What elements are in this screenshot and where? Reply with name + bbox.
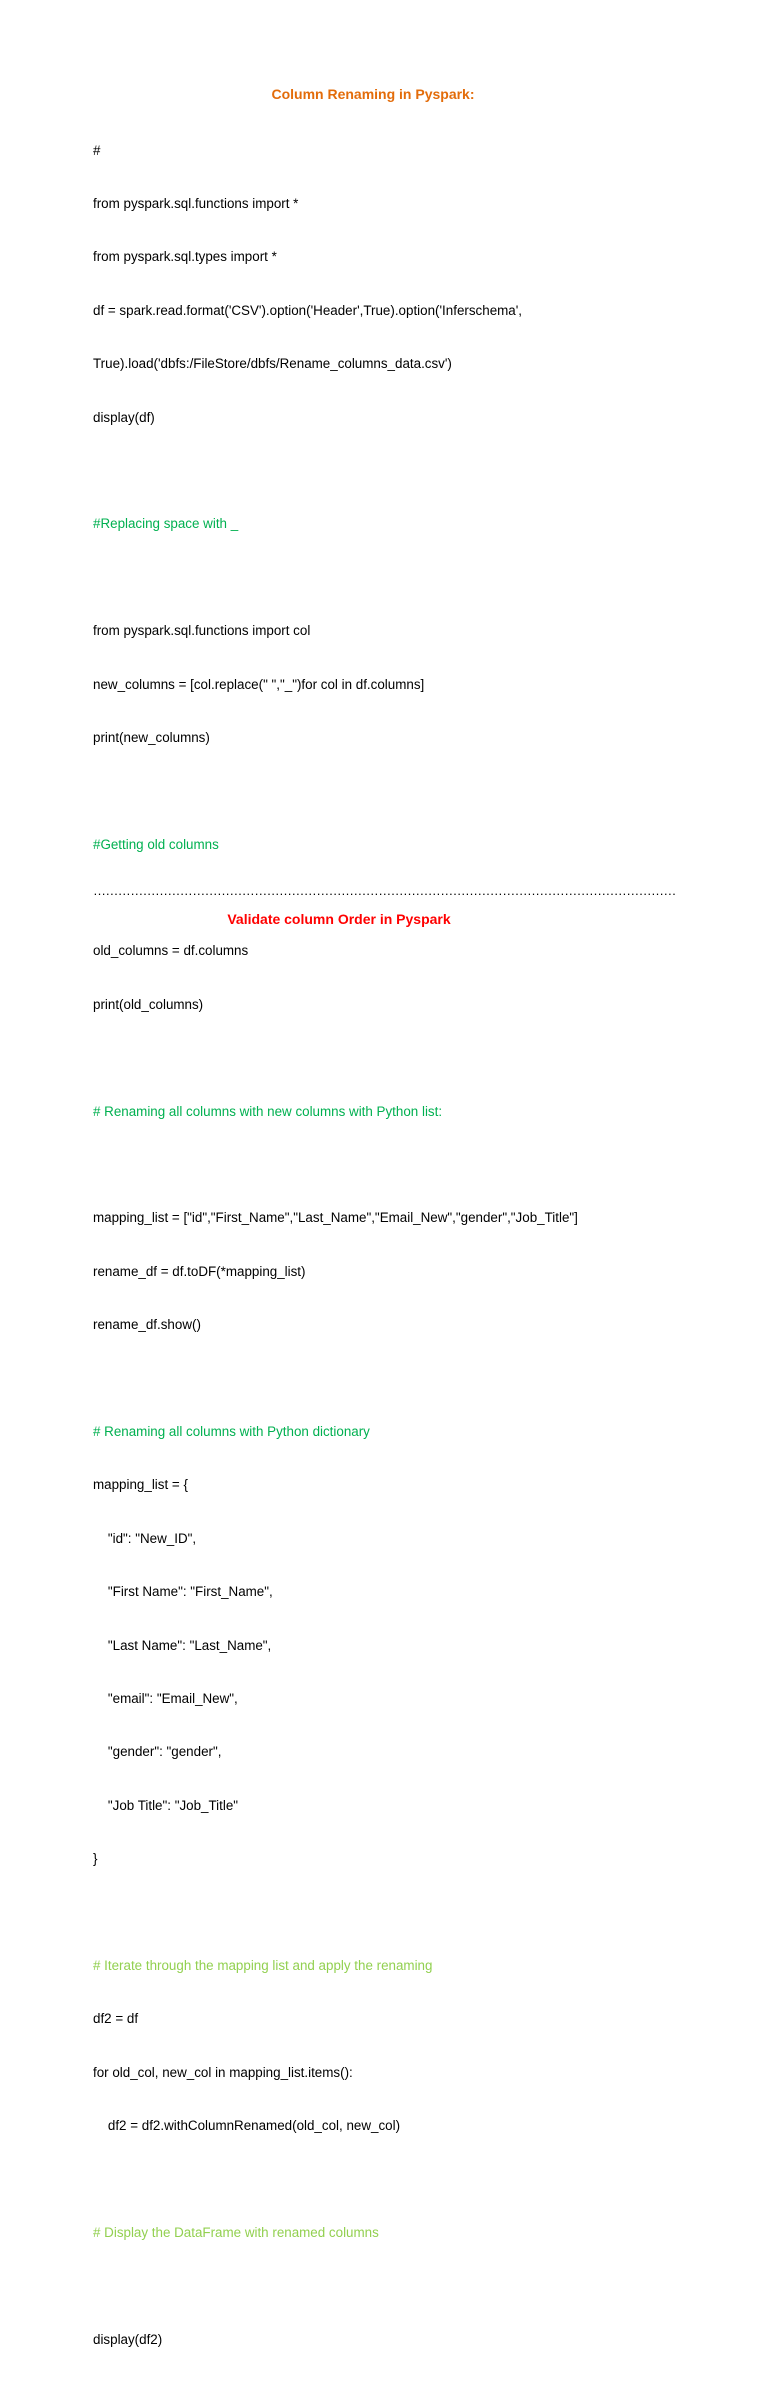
blank-line	[93, 782, 743, 800]
code-line: from pyspark.sql.functions import col	[93, 623, 311, 639]
blank-line	[93, 2170, 743, 2188]
code-line: new_columns = [col.replace(" ","_")for col in df.columns]	[93, 676, 425, 692]
code-line: "email": "Email_New",	[93, 1690, 238, 1706]
code-line: }	[93, 1851, 98, 1867]
code-comment: # Renaming all columns with Python dictionary	[93, 1423, 370, 1439]
blank-line	[93, 462, 743, 480]
code-line: rename_df.show()	[93, 1317, 201, 1333]
code-comment: # Iterate through the mapping list and apply the renaming	[93, 1957, 433, 1973]
code-line: "First Name": "First_Name",	[93, 1584, 273, 1600]
blank-line	[93, 1903, 743, 1921]
blank-line	[93, 2277, 743, 2295]
blank-line	[93, 1370, 743, 1388]
code-line: rename_df = df.toDF(*mapping_list)	[93, 1263, 306, 1279]
section-title: Column Renaming in Pyspark:	[271, 86, 475, 102]
code-line: "gender": "gender",	[93, 1744, 222, 1760]
code-line: "Job Title": "Job_Title"	[93, 1797, 239, 1813]
code-comment: # Display the DataFrame with renamed columns	[93, 2224, 379, 2240]
code-line: print(old_columns)	[93, 996, 204, 1012]
code-line: df2 = df	[93, 2011, 139, 2027]
code-line: for old_col, new_col in mapping_list.items():	[93, 2064, 353, 2080]
code-comment: #Replacing space with _	[93, 516, 239, 532]
code-line: print(new_columns)	[93, 729, 210, 745]
code-comment: #Getting old columns	[93, 836, 219, 852]
next-section-title: Validate column Order in Pyspark	[227, 911, 451, 927]
code-line: old_columns = df.columns	[93, 943, 249, 959]
code-line: "id": "New_ID",	[93, 1530, 197, 1546]
code-comment: # Renaming all columns with new columns with Python list:	[93, 1103, 443, 1119]
blank-line	[93, 1049, 743, 1067]
code-line: mapping_list = {	[93, 1477, 188, 1493]
code-line: display(df)	[93, 409, 155, 425]
dotted-separator: ……………………………………………………………………………………………………………………………	[93, 883, 676, 898]
code-line: True).load('dbfs:/FileStore/dbfs/Rename_columns_data.csv')	[93, 356, 452, 372]
code-line: display(df2)	[93, 2331, 163, 2347]
code-line: mapping_list = ["id","First_Name","Last_Name","Email_New","gender","Job_Title"]	[93, 1210, 578, 1226]
code-line: from pyspark.sql.types import *	[93, 249, 277, 265]
code-line: from pyspark.sql.functions import *	[93, 195, 299, 211]
code-block	[93, 106, 743, 2384]
code-line: df2 = df2.withColumnRenamed(old_col, new_col)	[93, 2118, 401, 2134]
code-line: "Last Name": "Last_Name",	[93, 1637, 272, 1653]
code-line: #	[93, 142, 101, 158]
blank-line	[93, 1156, 743, 1174]
blank-line	[93, 569, 743, 587]
code-line: df = spark.read.format('CSV').option('Header',True).option('Inferschema',	[93, 302, 523, 318]
